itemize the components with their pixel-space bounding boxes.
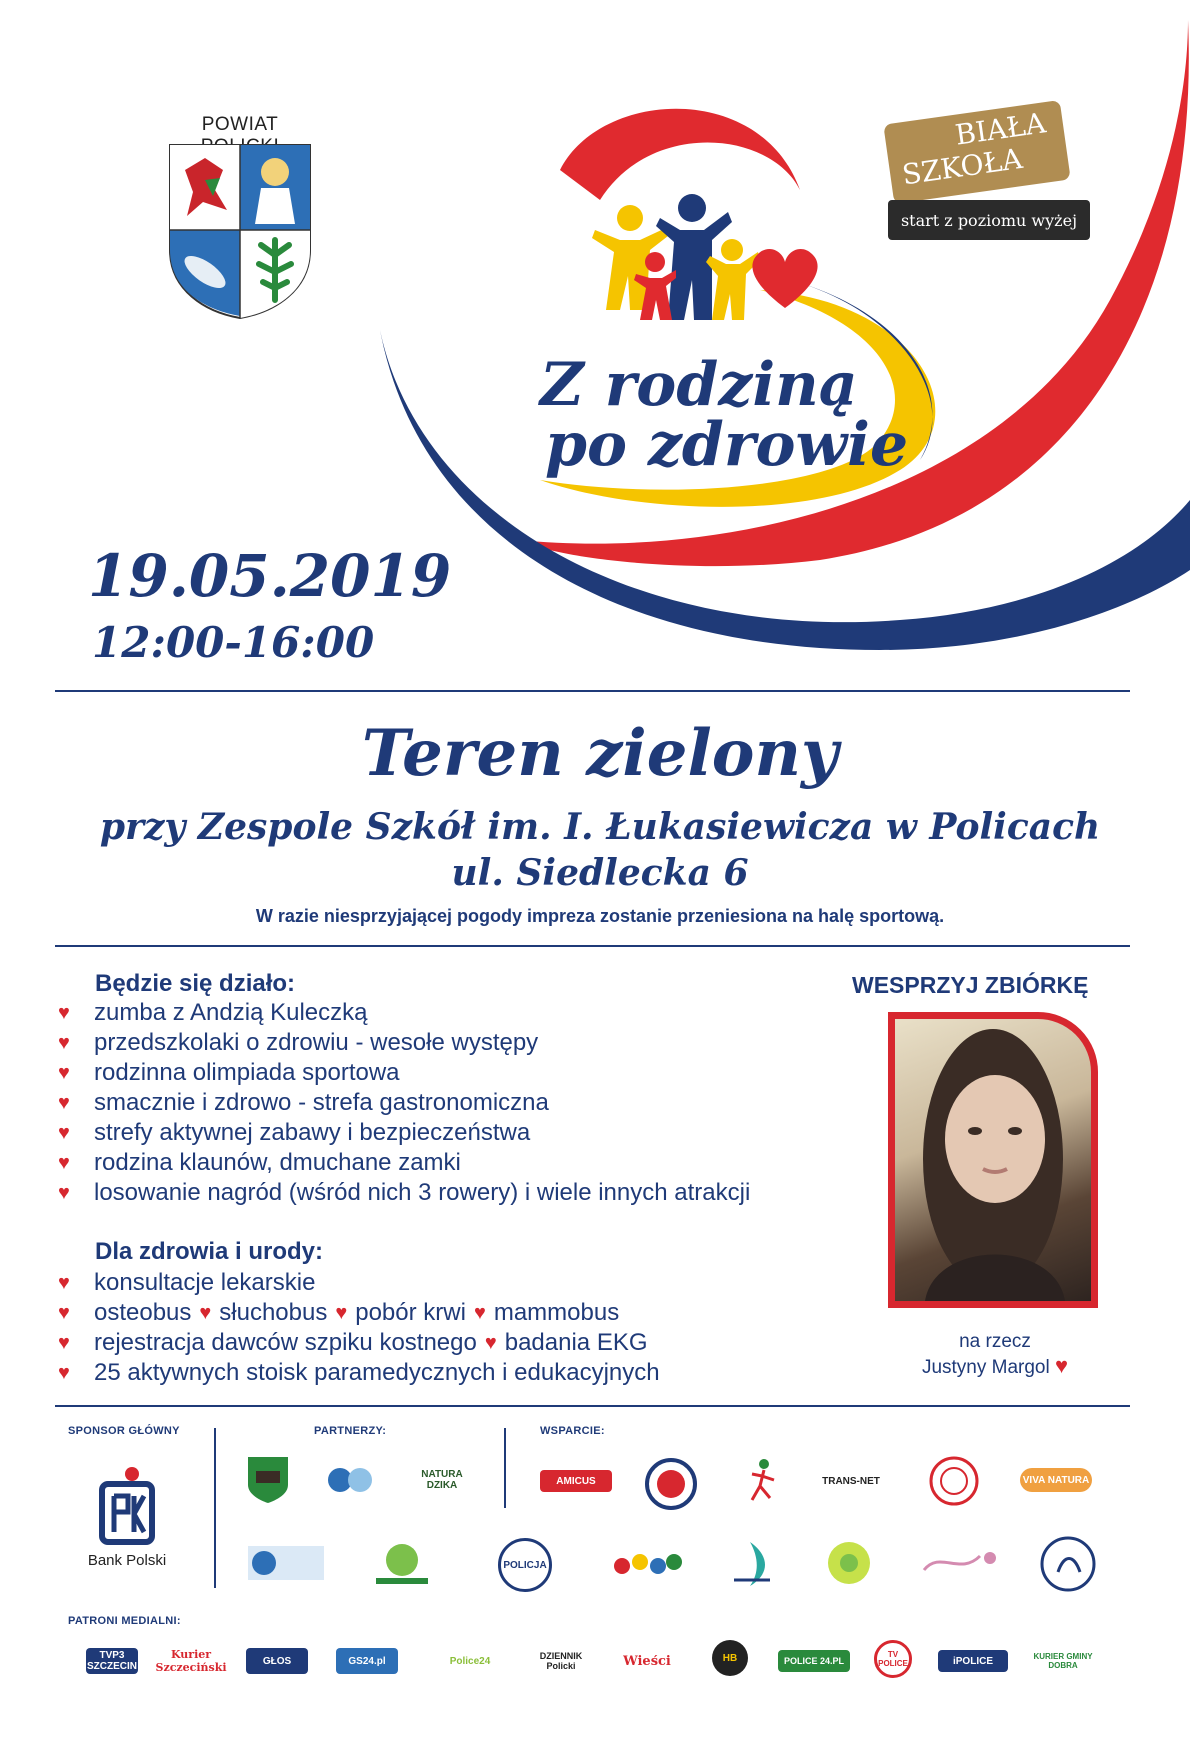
county-coat-of-arms — [165, 140, 315, 320]
health-title: Dla zdrowia i urody: — [95, 1238, 324, 1265]
divider-middle — [55, 945, 1130, 947]
heart-icon: ♥ — [58, 1361, 70, 1384]
media-kurier-logo: Kurier Szczeciński — [155, 1648, 227, 1674]
list-item: ♥ rodzina klaunów, dmuchane zamki — [58, 1149, 461, 1176]
support-sail-logo-icon — [730, 1540, 776, 1590]
heart-icon: ♥ — [58, 1121, 70, 1144]
main-sponsor-name: Bank Polski — [87, 1552, 167, 1569]
heart-icon: ♥ — [335, 1301, 348, 1324]
media-kurier-gminy-logo: KURIER GMINY DOBRA — [1033, 1652, 1093, 1670]
support-green-logo-icon — [372, 1540, 432, 1588]
venue-title: Teren zielony — [361, 716, 839, 791]
red-arc — [560, 109, 800, 200]
beneficiary-photo — [888, 1012, 1098, 1308]
media-police24-logo: Police24 — [449, 1655, 491, 1667]
activities-list — [58, 998, 750, 1208]
media-wiesci-logo: Wieści — [623, 1653, 671, 1669]
madonna-icon — [255, 188, 295, 224]
event-logo-line1: Z rodziną — [540, 350, 858, 420]
media-tvp3-logo: TVP3 SZCZECIN — [87, 1650, 137, 1672]
media-tvpolice-logo: TV POLICE — [874, 1640, 912, 1678]
portrait-icon — [895, 1019, 1091, 1301]
support-green-circle-icon — [826, 1540, 872, 1586]
heart-icon: ♥ — [473, 1301, 486, 1324]
support-round-seal-icon — [1040, 1536, 1096, 1592]
fundraiser-caption — [880, 1330, 1110, 1380]
health-list — [58, 1268, 660, 1388]
partner-coat-of-arms-icon — [246, 1455, 290, 1505]
for-label: na rzecz — [959, 1331, 1031, 1352]
support-seal-icon — [928, 1455, 980, 1507]
support-runner-icon — [748, 1456, 778, 1506]
support-label: WSPARCIE: — [540, 1425, 605, 1437]
beneficiary-name: Justyny Margol — [921, 1357, 1050, 1378]
heart-icon: ♥ — [199, 1301, 212, 1324]
list-item: ♥ zumba z Andzią Kuleczką — [58, 999, 368, 1026]
support-vivanatura-logo: VIVA NATURA — [1020, 1468, 1092, 1492]
divider-top — [55, 690, 1130, 692]
support-transnet-logo: TRANS-NET — [822, 1475, 880, 1487]
list-item: ♥ osteobus ♥ słuchobus ♥ pobór krwi ♥ mammobus — [58, 1299, 620, 1326]
event-logo-line2: po zdrowie — [545, 410, 909, 480]
venue-line2: ul. Siedlecka 6 — [451, 852, 749, 894]
school-logo-tagline: start z poziomu wyżej — [888, 200, 1090, 240]
heart-icon: ♥ — [58, 1001, 70, 1024]
list-item: ♥ konsultacje lekarskie — [58, 1269, 316, 1296]
list-item: ♥ strefy aktywnej zabawy i bezpieczeństwa — [58, 1119, 531, 1146]
list-item: ♥ losowanie nagród (wśród nich 3 rowery) i wiele innych atrakcji — [58, 1179, 751, 1206]
event-date: 19.05.2019 — [88, 542, 452, 610]
heart-icon: ♥ — [58, 1301, 70, 1324]
event-time: 12:00-16:00 — [92, 618, 375, 667]
venue-line1: przy Zespole Szkół im. I. Łukasiewicza w Policach — [99, 806, 1101, 848]
list-item: ♥ rodzinna olimpiada sportowa — [58, 1059, 400, 1086]
heart-icon: ♥ — [58, 1151, 70, 1174]
list-item: ♥ przedszkolaki o zdrowiu - wesołe występy — [58, 1029, 539, 1056]
support-amicus-logo: AMICUS — [540, 1470, 612, 1492]
support-emblem-icon — [645, 1458, 697, 1510]
media-dziennik-logo: DZIENNIK Policki — [539, 1651, 583, 1671]
partner-bbc-logo-icon — [326, 1458, 374, 1498]
media-glos-logo: GŁOS — [246, 1648, 308, 1674]
pko-logo-icon — [98, 1466, 156, 1546]
county-name: POWIAT — [201, 114, 279, 135]
list-item: ♥ rejestracja dawców szpiku kostnego ♥ badania EKG — [58, 1329, 648, 1356]
list-item: ♥ 25 aktywnych stoisk paramedycznych i edukacyjnych — [58, 1359, 660, 1386]
activities-title: Będzie się działo: — [95, 970, 296, 997]
heart-icon — [752, 249, 817, 308]
partners-label: PARTNERZY: — [314, 1425, 387, 1437]
fundraiser-title: WESPRZYJ ZBIÓRKĘ — [852, 972, 1089, 998]
divider-bottom — [55, 1405, 1130, 1407]
weather-note: W razie niesprzyjającej pogody impreza zostanie przeniesiona na halę sportową. — [255, 906, 945, 926]
heart-icon: ♥ — [484, 1331, 497, 1354]
support-moja-logo-icon — [920, 1548, 1002, 1578]
heart-icon: ♥ — [58, 1091, 70, 1114]
partner-natura-dzika-logo: NATURA DZIKA — [421, 1469, 463, 1491]
support-kids-logo-icon — [610, 1548, 684, 1582]
media-ipolice-logo: iPOLICE — [938, 1650, 1008, 1672]
heart-icon: ♥ — [58, 1271, 70, 1294]
support-police-logo: POLICJA — [498, 1538, 552, 1592]
media-hb-logo: HB — [712, 1640, 748, 1676]
heart-icon: ♥ — [58, 1031, 70, 1054]
sponsor-divider — [214, 1428, 216, 1588]
school-logo-bottom: SZKOŁA — [900, 141, 1025, 192]
main-sponsor-label: SPONSOR GŁÓWNY — [68, 1425, 180, 1437]
list-item: ♥ smacznie i zdrowo - strefa gastronomiczna — [58, 1089, 549, 1116]
media-police24pl-logo: POLICE 24.PL — [778, 1650, 850, 1672]
heart-icon: ♥ — [58, 1061, 70, 1084]
school-logo-top: BIAŁA — [953, 106, 1048, 152]
heart-icon: ♥ — [1055, 1353, 1069, 1378]
heart-icon: ♥ — [58, 1181, 70, 1204]
support-banner-logo-icon — [248, 1546, 324, 1580]
media-label: PATRONI MEDIALNI: — [68, 1615, 181, 1627]
family-logo — [580, 190, 840, 350]
heart-icon: ♥ — [58, 1331, 70, 1354]
support-divider — [504, 1428, 506, 1508]
media-gs24-logo: GS24.pl — [336, 1648, 398, 1674]
